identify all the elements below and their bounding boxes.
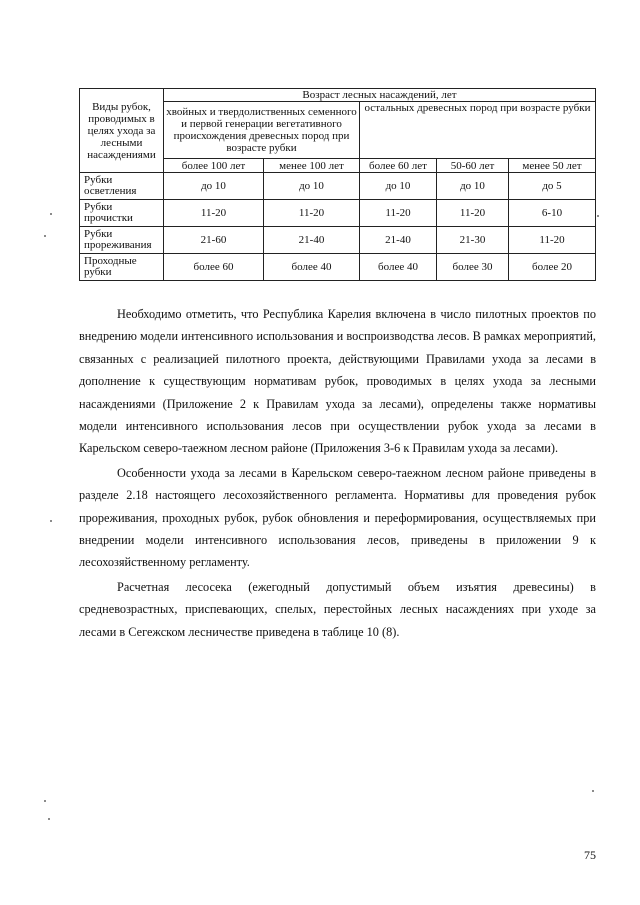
row-header: Проходные рубки xyxy=(80,254,164,281)
scan-speck xyxy=(44,800,46,802)
table-cell: до 10 xyxy=(437,173,509,200)
paragraph: Особенности ухода за лесами в Карельском северо-таежном лесном районе приведены в разделе 2.18 настоящего лесохозяйственного регламента. Нормативы для проведения рубок прореживания, проходных рубок, рубок обновления и переформирования, осуществляемых при внедрении модели интенсивного использования лесов, приведены в приложении 9 к лесохозяйственному регламенту. xyxy=(79,465,596,570)
table-cell: 6-10 xyxy=(509,200,596,227)
scan-speck xyxy=(597,215,599,217)
scan-speck xyxy=(50,213,52,215)
table-cell: 11-20 xyxy=(509,227,596,254)
scan-speck xyxy=(48,818,50,820)
paragraph: Необходимо отметить, что Республика Карелия включена в число пилотных проектов по внедрению модели интенсивного использования и воспроизводства лесов. В рамках мероприятий, связанных с реализацией пилотного проекта, действующими Правилами ухода за лесами в дополнение к существующим нормативам рубок, проводимых в целях ухода за лесными насаждениями (Приложение 2 к Правилам ухода за лесами), определены также нормативы модели интенсивного использования лесов при осуществлении рубок ухода за лесами в Карельском северо-таежном лесном районе (Приложения 3-6 к Правилам ухода за лесами). xyxy=(79,307,596,456)
other-species-group-header: остальных древесных пород при возрасте рубки xyxy=(360,102,596,159)
scan-speck xyxy=(50,520,52,522)
table-cell: до 10 xyxy=(264,173,360,200)
table-cell: более 30 xyxy=(437,254,509,281)
table-cell: 21-30 xyxy=(437,227,509,254)
age-column-header: менее 100 лет xyxy=(264,159,360,173)
table-cell: 11-20 xyxy=(360,200,437,227)
table-cell: 11-20 xyxy=(164,200,264,227)
age-column-header: более 60 лет xyxy=(360,159,437,173)
paragraph: Расчетная лесосека (ежегодный допустимый объем изъятия древесины) в средневозрастных, приспевающих, спелых, перестойных лесных насаждениях при уходе за лесами в Сегежском лесничестве приведена в таблице 10 (8). xyxy=(79,579,596,639)
table-cell: до 5 xyxy=(509,173,596,200)
forest-age-header: Возраст лесных насаждений, лет xyxy=(164,89,596,102)
table-cell: до 10 xyxy=(360,173,437,200)
table-cell: более 40 xyxy=(264,254,360,281)
age-column-header: 50-60 лет xyxy=(437,159,509,173)
row-header: Рубки прочистки xyxy=(80,200,164,227)
table-cell: 11-20 xyxy=(437,200,509,227)
table-cell: 21-60 xyxy=(164,227,264,254)
table-cell: более 20 xyxy=(509,254,596,281)
table-cell: 21-40 xyxy=(360,227,437,254)
row-header: Рубки осветления xyxy=(80,173,164,200)
table-cell: до 10 xyxy=(164,173,264,200)
table-row xyxy=(80,173,596,200)
body-text xyxy=(79,303,596,643)
page-number: 75 xyxy=(584,848,596,862)
table-row xyxy=(80,227,596,254)
row-header: Рубки прореживания xyxy=(80,227,164,254)
table-cell: 11-20 xyxy=(264,200,360,227)
age-column-header: менее 50 лет xyxy=(509,159,596,173)
table-cell: 21-40 xyxy=(264,227,360,254)
scan-speck xyxy=(592,790,594,792)
conifer-group-header: хвойных и твердолиственных семенного и первой генерации вегетативного происхождения древесных пород при возрасте рубки xyxy=(164,102,360,159)
thinning-norms-table xyxy=(79,88,596,281)
table-row xyxy=(80,200,596,227)
scan-speck xyxy=(44,235,46,237)
cutting-type-header: Виды рубок, проводимых в целях ухода за лесными насаждениями xyxy=(80,89,164,173)
table-cell: более 40 xyxy=(360,254,437,281)
table-cell: более 60 xyxy=(164,254,264,281)
table-row xyxy=(80,254,596,281)
age-column-header: более 100 лет xyxy=(164,159,264,173)
